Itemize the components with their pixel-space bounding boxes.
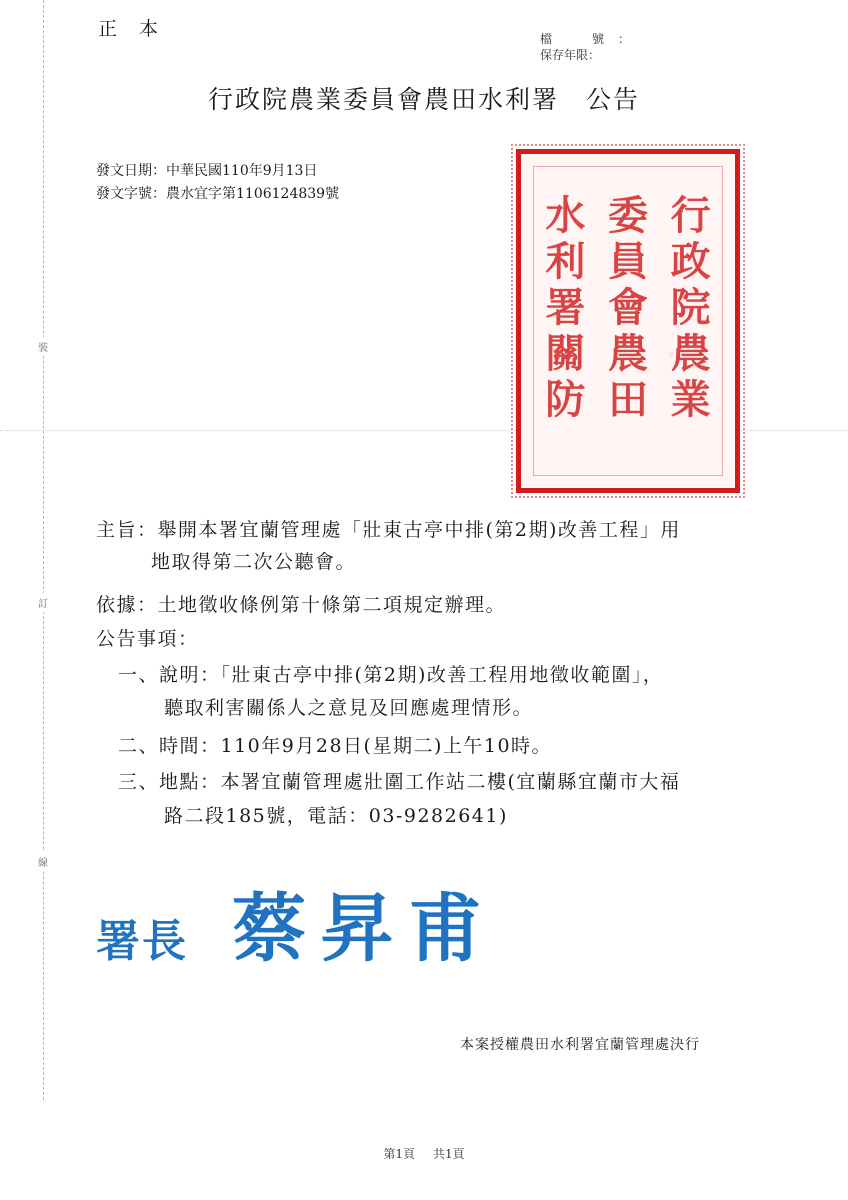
official-seal	[516, 149, 740, 493]
issue-number: 發文字號：農水宜字第1106124839號	[96, 186, 340, 202]
signature-role-stamp: 署長	[96, 916, 188, 967]
seal-char: 委	[607, 192, 648, 239]
seal-char: 員	[607, 238, 648, 285]
seal-char: 利	[545, 238, 586, 285]
notice-item-location: 三、地點：本署宜蘭管理處壯圍工作站二樓(宜蘭縣宜蘭市大福	[118, 771, 681, 793]
notice-item-location-continued: 路二段185號，電話：03-9282641)	[164, 805, 508, 827]
notice-item-time: 二、時間：110年9月28日(星期二)上午10時。	[118, 735, 553, 757]
binding-mark-bind: 裝	[38, 337, 48, 356]
page-current: 第1頁	[383, 1147, 415, 1161]
seal-char: 院	[670, 284, 711, 331]
subject-line-continued: 地取得第二次公聽會。	[151, 551, 357, 573]
seal-column	[545, 193, 585, 423]
signature-name-stamp: 蔡昇甫	[232, 886, 496, 972]
page-total: 共1頁	[433, 1147, 465, 1161]
binding-line	[43, 0, 44, 1100]
binding-mark-staple: 訂	[38, 593, 48, 612]
seal-char: 田	[607, 376, 648, 423]
seal-char: 署	[545, 284, 586, 331]
basis-line: 依據：土地徵收條例第十條第二項規定辦理。	[96, 594, 507, 616]
page-number	[0, 1145, 848, 1162]
seal-char: 關	[545, 330, 586, 377]
retention-label: 保存年限：	[540, 48, 601, 62]
copy-mark: 正本	[98, 18, 181, 40]
seal-char: 政	[670, 238, 711, 285]
seal-char: 水	[545, 192, 586, 239]
notice-item-explanation-continued: 聽取利害關係人之意見及回應處理情形。	[164, 697, 534, 719]
file-number-label: 檔 號：	[540, 32, 645, 46]
binding-mark-line: 線	[38, 852, 48, 871]
seal-column	[671, 193, 711, 423]
document-title: 行政院農業委員會農田水利署 公告	[207, 85, 640, 114]
seal-char: 業	[670, 376, 711, 423]
seal-column	[608, 193, 648, 423]
seal-char: 防	[545, 376, 586, 423]
seal-char: 會	[607, 284, 648, 331]
seal-char: 農	[670, 330, 711, 377]
notice-item-explanation: 一、說明：「壯東古亭中排(第2期)改善工程用地徵收範圍」，	[118, 664, 664, 686]
seal-inner-border	[533, 166, 723, 476]
seal-char: 行	[670, 192, 711, 239]
seal-char: 農	[607, 330, 648, 377]
notice-heading: 公告事項：	[96, 628, 199, 650]
subject-line: 主旨：舉開本署宜蘭管理處「壯東古亭中排(第2期)改善工程」用	[96, 519, 681, 541]
issue-date: 發文日期：中華民國110年9月13日	[96, 163, 318, 179]
authority-note: 本案授權農田水利署宜蘭管理處決行	[460, 1037, 700, 1053]
